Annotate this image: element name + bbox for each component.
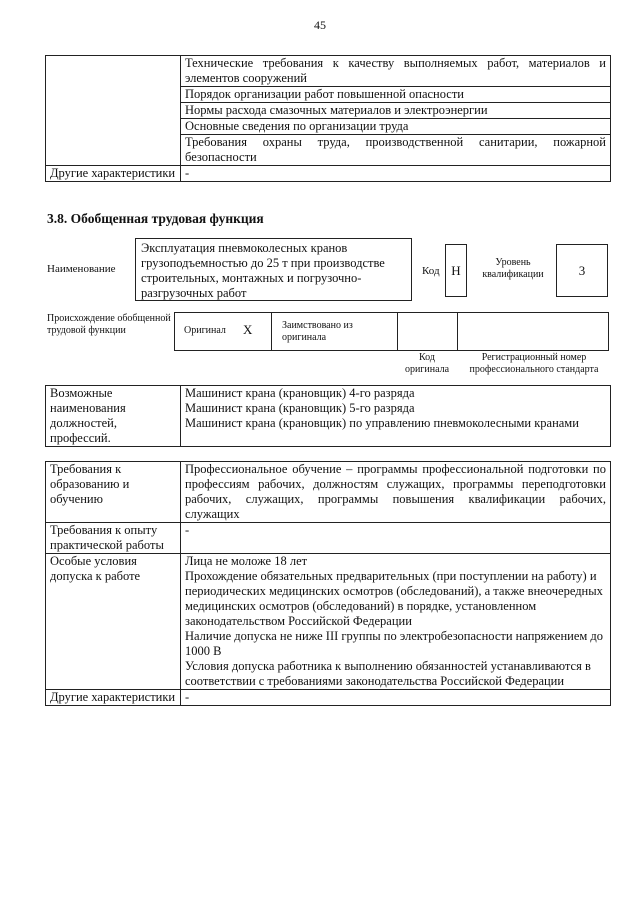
gtf-name-value: Эксплуатация пневмоколесных кранов грузоподъемностью до 25 т при производстве строительных, монтажных и погрузочно-разгрузочных работ — [141, 241, 385, 300]
knowledge-cell: Порядок организации работ повышенной опасности — [181, 87, 611, 103]
top-table — [45, 55, 611, 182]
special-conditions-value — [181, 554, 611, 690]
table-row — [46, 462, 611, 523]
education-label: Требования к образованию и обучению — [46, 462, 181, 523]
level-value-box — [556, 244, 608, 297]
condition-item: Прохождение обязательных предварительных (при поступлении на работу) и периодических медицинских осмотров (обследований), а также внеочередных медицинских осмотров (обследований) в порядке, установленном законодательством Российской Федерации — [185, 569, 603, 628]
borrowed-label: Заимствовано из оригинала — [282, 320, 353, 343]
table-row — [46, 690, 611, 706]
table-row — [46, 56, 611, 87]
level-label: Уровень квалификации — [482, 257, 544, 280]
other-characteristics-value: - — [181, 690, 611, 706]
positions-value — [181, 386, 611, 447]
condition-item: Лица не моложе 18 лет — [185, 554, 308, 568]
positions-table — [45, 385, 611, 447]
name-label: Наименование — [47, 263, 116, 275]
other-characteristics-label: Другие характеристики — [46, 690, 181, 706]
level-value: 3 — [578, 262, 586, 278]
education-value: Профессиональное обучение – программы профессиональной подготовки по профессиям рабочих, должностям служащих, программы переподготовки рабочих, служащих, программы повышения квалификации рабочих, служащих — [181, 462, 611, 523]
original-mark: Х — [243, 322, 253, 337]
experience-label: Требования к опыту практической работы — [46, 523, 181, 554]
other-characteristics-label: Другие характеристики — [46, 166, 181, 182]
table-row — [46, 166, 611, 182]
special-conditions-label: Особые условия допуска к работе — [46, 554, 181, 690]
origin-label: Происхождение обобщенной трудовой функции — [47, 313, 171, 336]
table-row — [46, 386, 611, 447]
code-original-caption: Код оригинала — [404, 352, 450, 375]
position-item: Машинист крана (крановщик) по управлению пневмоколесными кранами — [185, 416, 579, 430]
page-number: 45 — [314, 18, 326, 32]
condition-item: Наличие допуска не ниже III группы по электробезопасности напряжением до 1000 В — [185, 629, 604, 658]
position-item: Машинист крана (крановщик) 5-го разряда — [185, 401, 415, 415]
origin-box — [174, 312, 609, 351]
original-label: Оригинал — [184, 325, 226, 336]
table-row — [46, 523, 611, 554]
experience-value: - — [181, 523, 611, 554]
section-title: 3.8. Обобщенная трудовая функция — [47, 211, 264, 226]
knowledge-cell: Основные сведения по организации труда — [181, 119, 611, 135]
code-value: Н — [451, 262, 461, 278]
registration-number-caption: Регистрационный номер профессионального стандарта — [469, 352, 599, 375]
code-value-box — [445, 244, 467, 297]
code-label: Код — [422, 265, 440, 277]
knowledge-cell: Требования охраны труда, производственной санитарии, пожарной безопасности — [181, 135, 611, 166]
other-characteristics-value: - — [181, 166, 611, 182]
requirements-table — [45, 461, 611, 706]
empty-cell — [46, 56, 181, 166]
table-row — [46, 554, 611, 690]
gtf-name-box — [135, 238, 412, 301]
positions-label: Возможные наименования должностей, профессий. — [46, 386, 181, 447]
condition-item: Условия допуска работника к выполнению обязанностей устанавливаются в соответствии с требованиями законодательства Российской Федерации — [185, 659, 591, 688]
position-item: Машинист крана (крановщик) 4-го разряда — [185, 386, 415, 400]
knowledge-cell: Технические требования к качеству выполняемых работ, материалов и элементов сооружений — [181, 56, 611, 87]
knowledge-cell: Нормы расхода смазочных материалов и электроэнергии — [181, 103, 611, 119]
